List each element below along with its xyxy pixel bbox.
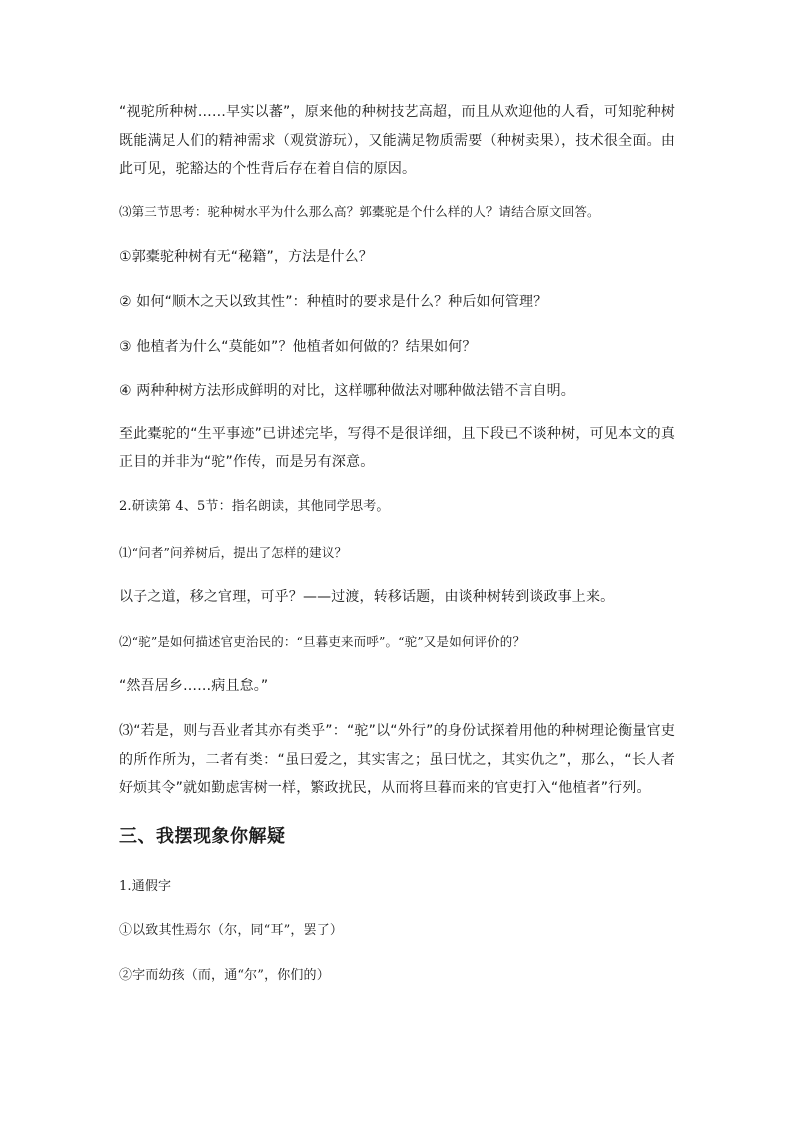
paragraph-sub-question-1: ①郭橐驼种树有无“秘籍”，方法是什么？ (119, 249, 373, 266)
paragraph-answer-b: “然吾居乡……病且怠。” (119, 678, 269, 695)
section-heading: 三、我摆现象你解疑 (119, 825, 286, 847)
paragraph-analysis-summary: “视驼所种树……早实以蕃”，原来他的种树技艺高超，而且从欢迎他的人看，可知驼种树既能满足人们的精神需求（观赏游玩），又能满足物质需要（种树卖果），技术很全面。由此可见，驼豁达的个性背后存在着自信的原因。 (119, 104, 675, 178)
paragraph-answer-a: 以子之道，移之官理，可乎？——过渡，转移话题，由谈种树转到谈政事上来。 (119, 589, 615, 606)
paragraph-question-a: ⑴“问者”问养树后，提出了怎样的建议？ (119, 544, 348, 560)
paragraph-question-3: ⑶第三节思考：驼种树水平为什么那么高？郭橐驼是个什么样的人？请结合原文回答。 (119, 203, 600, 219)
paragraph-reading-task: 2.研读第 4、5节：指名朗读，其他同学思考。 (119, 498, 390, 514)
paragraph-sub-question-3: ③ 他植者为什么“莫能如”？他植者如何做的？结果如何？ (119, 338, 477, 355)
section-item-tongjiazi: 1.通假字 (119, 878, 172, 894)
paragraph-conclusion: 至此橐驼的“生平事迹”已讲述完毕，写得不是很详细，且下段已不谈种树，可见本文的真正目的并非为“驼”作传，而是另有深意。 (119, 425, 675, 471)
paragraph-sub-question-2: ② 如何“顺木之天以致其性”：种植时的要求是什么？种后如何管理？ (119, 293, 548, 310)
document-body (119, 98, 675, 990)
section-item-example-1: ①以致其性焉尔（尔，同“耳”，罢了） (119, 923, 343, 939)
section-item-example-2: ②字而幼孩（而，通“尔”，你们的） (119, 967, 330, 983)
paragraph-question-c: ⑶“若是，则与吾业者其亦有类乎”：“驼”以“外行”的身份试探着用他的种树理论衡量官吏的所作所为，二者有类：“虽曰爱之，其实害之；虽曰忧之，其实仇之”，那么，“长人者好烦其令”就如勤虑害树一样，繁政扰民，从而将旦暮而来的官吏打入“他植者”行列。 (119, 722, 675, 797)
paragraph-sub-question-4: ④ 两种种树方法形成鲜明的对比，这样哪种做法对哪种做法错不言自明。 (119, 383, 575, 400)
paragraph-question-b: ⑵“驼”是如何描述官吏治民的：“旦暮吏来而呼”。“驼”又是如何评价的？ (119, 633, 526, 649)
